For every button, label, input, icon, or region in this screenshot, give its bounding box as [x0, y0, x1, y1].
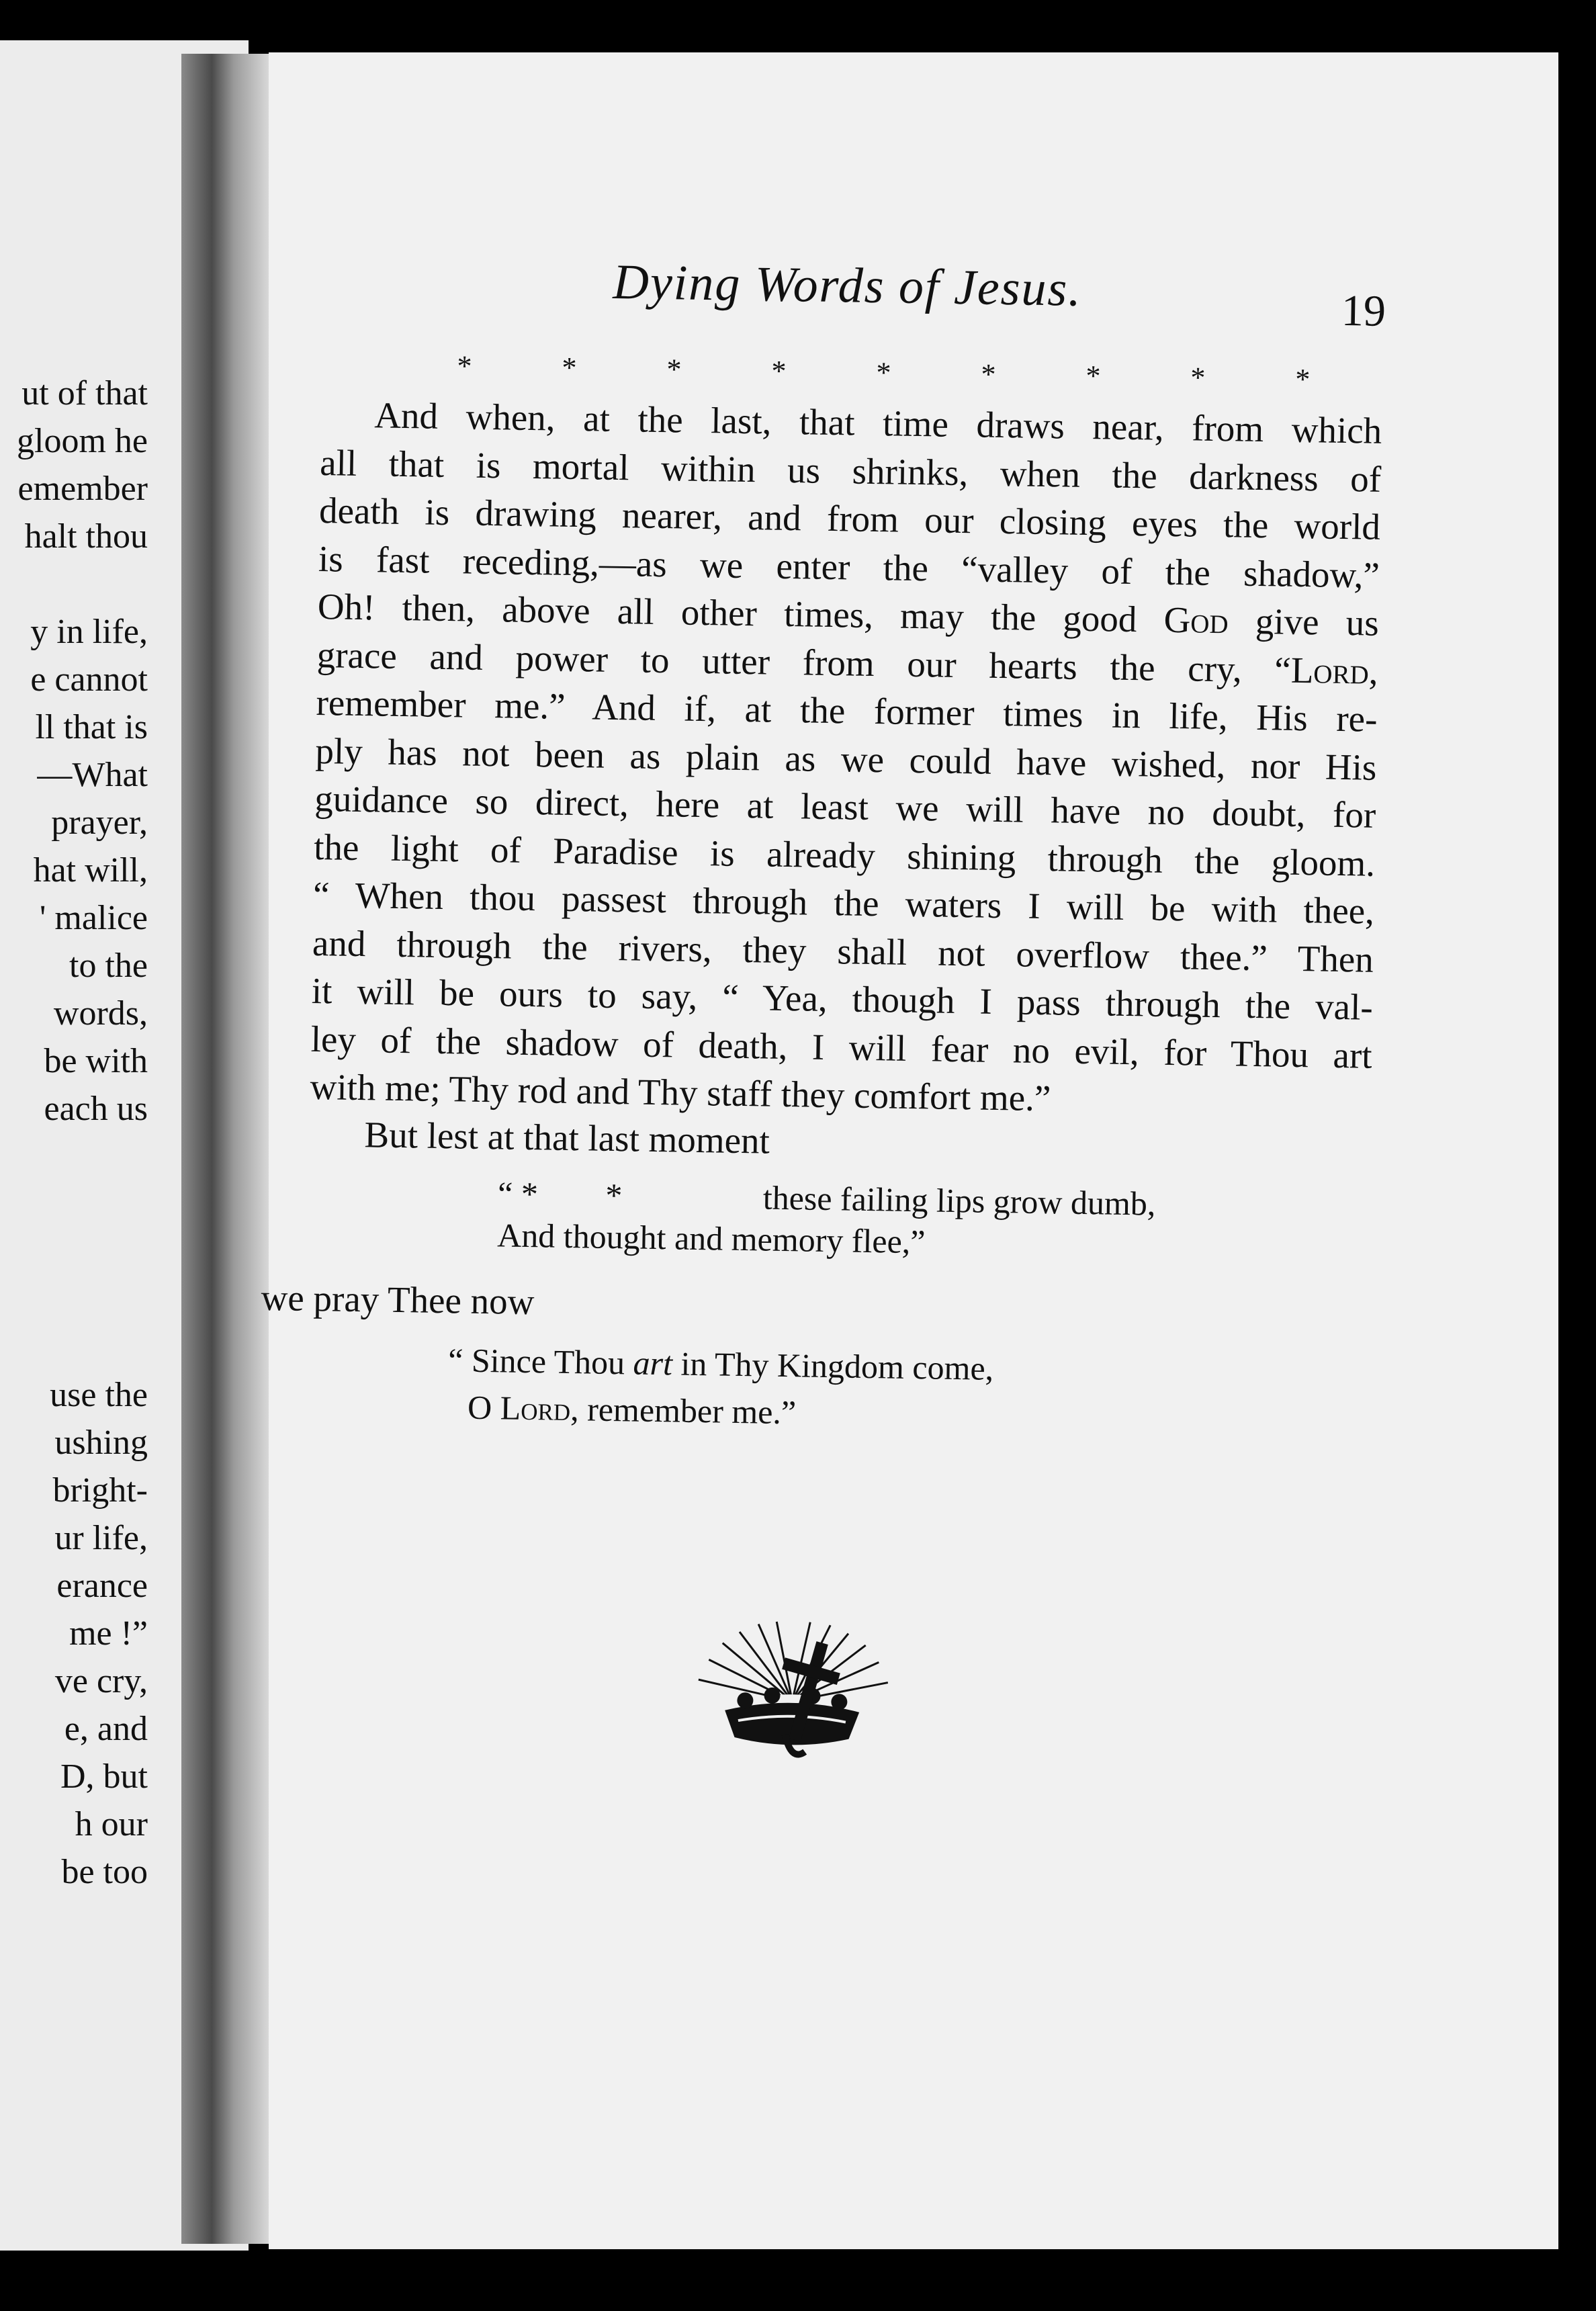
left-page-line: erance [56, 1567, 148, 1605]
paragraph-line: the light of Paradise is already shining through the gloom. [313, 826, 1376, 884]
left-page-line: —What [37, 756, 148, 794]
verse-text: these failing lips grow dumb, [762, 1178, 1156, 1223]
left-page-line [0, 1180, 148, 1228]
verse-quote-2 [447, 1336, 994, 1439]
left-page-line: be with [44, 1042, 148, 1080]
left-page-line: me !” [69, 1614, 148, 1653]
left-page-line: e cannot [30, 660, 148, 699]
verse-text: in Thy Kingdom come, [672, 1344, 994, 1387]
asterisk: * [1294, 362, 1311, 396]
line-text: grace and power to utter from our hearts the cry, “ [316, 634, 1292, 691]
left-page-line: y in life, [30, 613, 148, 651]
left-page-line [0, 1133, 148, 1180]
asterisk: * [457, 349, 472, 383]
left-page-line: gloom he [17, 422, 148, 460]
open-quote: “ [497, 1174, 513, 1213]
asterisk: * [562, 351, 577, 385]
verse-line: And thought and memory flee,” [496, 1216, 926, 1261]
page-number: 19 [1341, 286, 1386, 336]
left-page-line: e, and [64, 1710, 148, 1748]
left-page-line [0, 560, 148, 608]
line-text: give us [1255, 600, 1380, 644]
left-page-line: emember [17, 470, 148, 508]
paragraph-line: and through the rivers, they shall not overflow thee.” Then [312, 922, 1374, 980]
paragraph-line: remember me.” And if, at the former times in life, His re- [316, 681, 1378, 740]
paragraph-line: guidance so direct, here at least we will have no doubt, for [314, 777, 1376, 836]
emphasis-art: art [633, 1344, 673, 1383]
verse-quote-1 [497, 1172, 1156, 1266]
lest-line: But lest at that last moment [364, 1114, 770, 1162]
verse-line [448, 1336, 994, 1392]
verse-text: “ Since Thou [447, 1341, 634, 1382]
asterisk: * [771, 354, 787, 388]
asterisk: * [1085, 359, 1101, 393]
paragraph-line: “ When thou passest through the waters I will be with thee, [312, 873, 1375, 932]
left-page-line [0, 1276, 148, 1323]
left-page-line: ' malice [40, 899, 148, 937]
crown-and-cross-ornament-icon [670, 1618, 914, 1770]
left-page-line: halt thou [24, 517, 148, 556]
left-page-line [0, 1323, 148, 1371]
asterisk: * [1190, 361, 1206, 394]
section-break-asterisks [457, 349, 1311, 396]
line-text: , [1368, 650, 1379, 692]
verse-text: , remember me.” [570, 1390, 797, 1432]
paragraph-line: is fast receding,—as we enter the “valley of the shadow,” [318, 537, 1380, 596]
paragraph-line: ley of the shadow of death, I will fear no evil, for Thou art [310, 1018, 1373, 1076]
main-paragraph [310, 390, 1382, 1127]
lord-word: Lord [500, 1389, 571, 1428]
left-page-line: prayer, [51, 803, 148, 842]
left-page-line: ll that is [35, 708, 148, 746]
left-page-line: be too [61, 1853, 148, 1891]
paragraph-line: it will be ours to say, “ Yea, though I pass through the val- [311, 969, 1374, 1028]
left-page-line: D, but [60, 1757, 148, 1796]
left-page-line: ushing [54, 1424, 148, 1462]
left-page-line: bright- [52, 1471, 148, 1510]
paragraph-line: all that is mortal within us shrinks, when the darkness of [319, 441, 1382, 500]
verse-line [447, 1383, 993, 1439]
lord-word: Lord [1290, 649, 1370, 692]
left-page-line: each us [44, 1090, 148, 1128]
left-page-line: ur life, [54, 1519, 148, 1557]
left-page-line: ut of that [21, 374, 148, 412]
left-page-line: use the [50, 1376, 148, 1414]
paragraph-line: death is drawing nearer, and from our closing eyes the world [318, 490, 1381, 548]
asterisk: * [981, 357, 996, 391]
asterisk: * [666, 353, 682, 386]
paragraph-line: And when, at the last, that time draws near, from which [373, 394, 1382, 451]
pray-line: we pray Thee now [261, 1276, 535, 1323]
left-page-line: hat will, [33, 851, 148, 889]
left-page-line: ve cry, [54, 1662, 148, 1700]
asterisk: * [876, 356, 891, 390]
left-page-line: words, [53, 994, 148, 1033]
paragraph-line: with me; Thy rod and Thy staff they comfort me.” [310, 1065, 1051, 1119]
left-page-line [0, 1228, 148, 1276]
verse-asterisks: * * [521, 1174, 652, 1215]
left-page-line: h our [75, 1805, 148, 1843]
left-page-line: to the [69, 947, 148, 985]
verse-text: O [467, 1388, 501, 1427]
line-text: Oh! then, above all other times, may the good [317, 586, 1137, 640]
god-word: God [1163, 599, 1229, 642]
running-head: Dying Words of Jesus. [612, 254, 1083, 317]
right-page [261, 52, 1558, 2249]
paragraph-line: ply has not been as plain as we could have wished, nor His [315, 730, 1377, 788]
left-page-text [0, 369, 148, 1896]
